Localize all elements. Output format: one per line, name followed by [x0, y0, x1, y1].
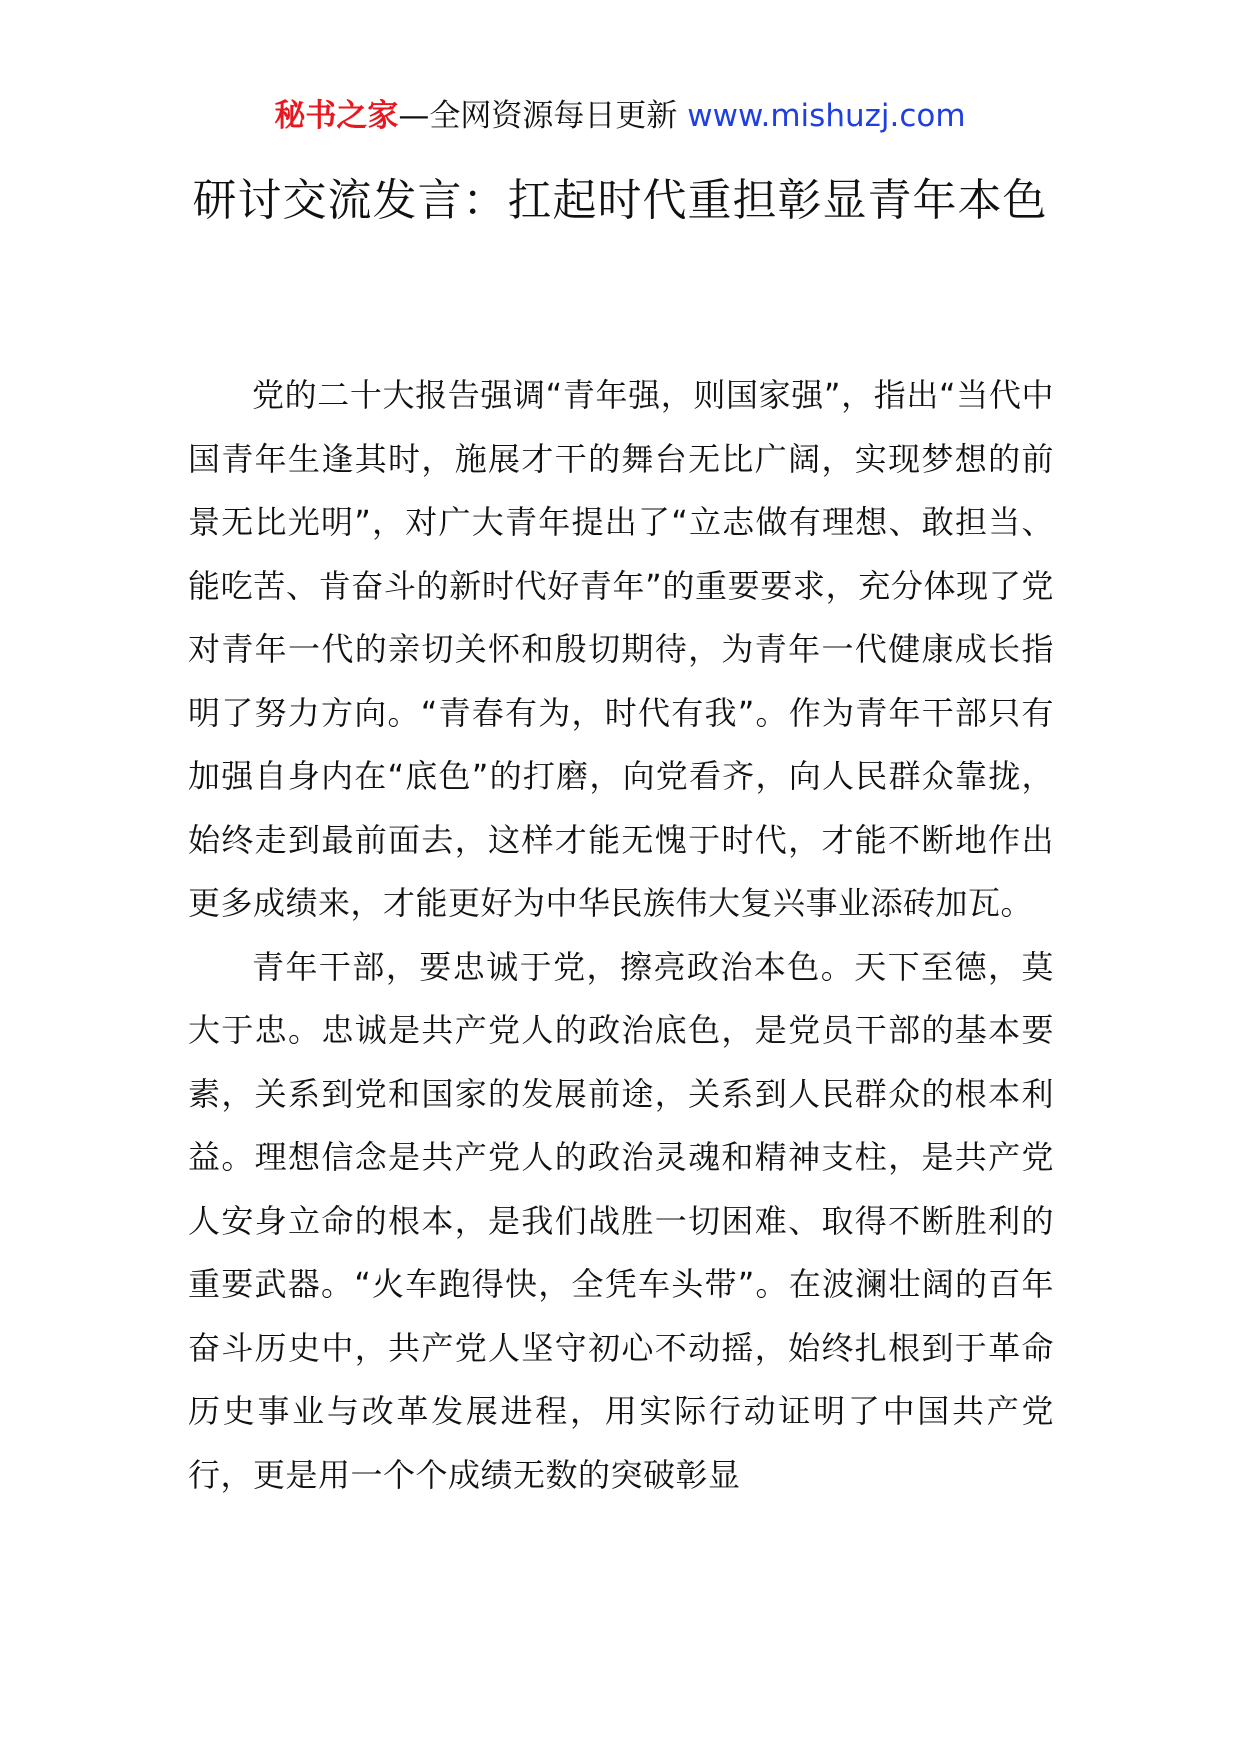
body-paragraph: 青年干部，要忠诚于党，擦亮政治本色。天下至德，莫大于忠。忠诚是共产党人的政治底色，是党员干部的基本要素，关系到党和国家的发展前途，关系到人民群众的根本利益。理想信念是共产党人的政治灵魂和精神支柱，是共产党人安身立命的根本，是我们战胜一切困难、取得不断胜利的重要武器。“火车跑得快，全凭车头带”。在波澜壮阔的百年奋斗历史中，共产党人坚守初心不动摇，始终扎根到于革命历史事业与改革发展进程，用实际行动证明了中国共产党行，更是用一个个成绩无数的突破彰显	[188, 947, 1054, 1494]
brand-name: 秘书之家	[274, 98, 399, 134]
site-url-link[interactable]: www.mishuzj.com	[687, 98, 966, 134]
document-title: 研讨交流发言：扛起时代重担彰显青年本色	[192, 175, 1048, 226]
document-body	[188, 364, 1054, 1507]
site-header	[0, 94, 1240, 138]
header-tagline: —全网资源每日更新	[398, 98, 678, 134]
body-paragraph: 党的二十大报告强调“青年强，则国家强”，指出“当代中国青年生逢其时，施展才干的舞台无比广阔，实现梦想的前景无比光明”，对广大青年提出了“立志做有理想、敢担当、能吃苦、肯奋斗的新时代好青年”的重要要求，充分体现了党对青年一代的亲切关怀和殷切期待，为青年一代健康成长指明了努力方向。“青春有为，时代有我”。作为青年干部只有加强自身内在“底色”的打磨，向党看齐，向人民群众靠拢，始终走到最前面去，这样才能无愧于时代，才能不断地作出更多成绩来，才能更好为中华民族伟大复兴事业添砖加瓦。	[188, 376, 1054, 922]
